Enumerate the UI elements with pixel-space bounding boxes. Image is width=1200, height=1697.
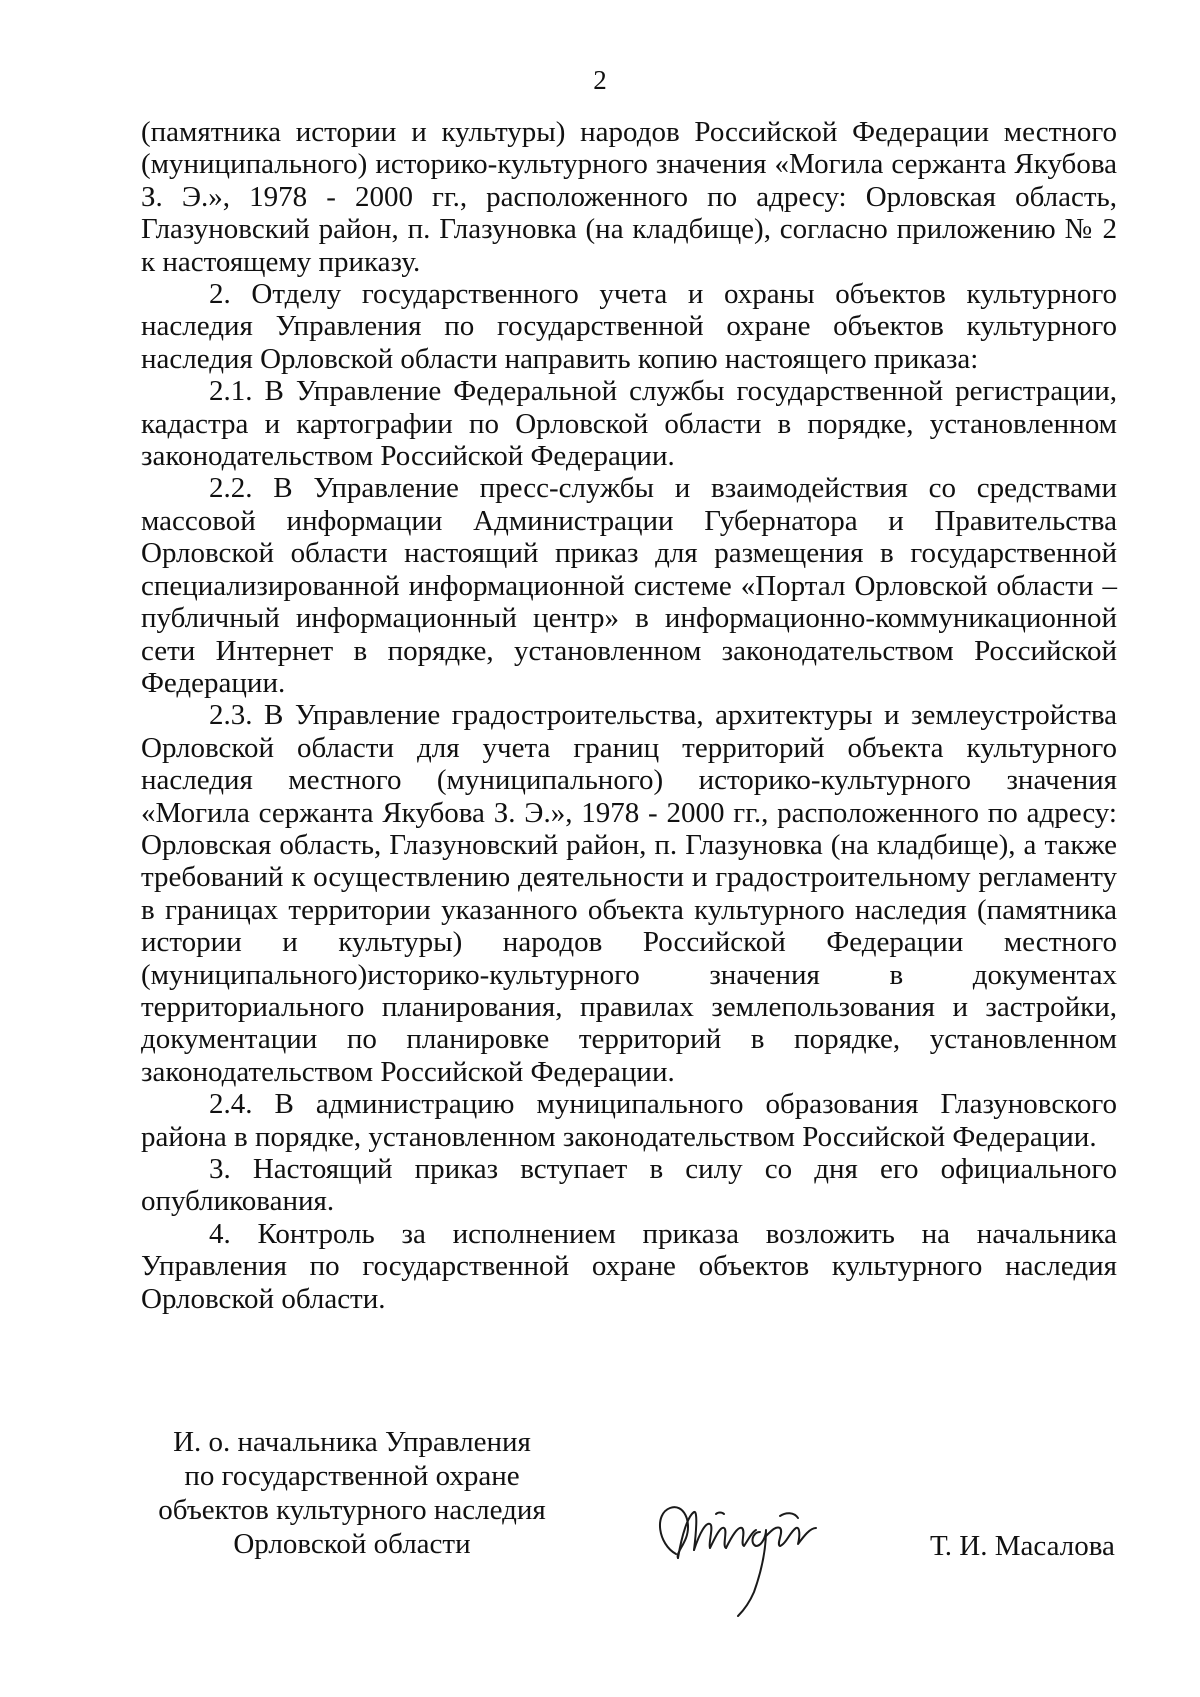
paragraph-item-2-3: 2.3. В Управление градостроительства, архитектуры и землеустройства Орловской области для учета границ территорий объекта культурного наследия местного (муниципального) историко-культурного значения «Могила сержанта Якубова З. Э.», 1978 - 2000 гг., расположенного по адресу: Орловская область, Глазуновский район, п. Глазуновка (на кладбище), а также требований к осуществлению деятельности и градостроительному регламенту в границах территории указанного объекта культурного наследия (памятника истории и культуры) народов Российской Федерации местного (муниципального)историко-культурного значения в документах территориального планирования, правилах землепользования и застройки, документации по планировке территорий в порядке, установленном законодательством Российской Федерации. [141, 699, 1117, 1088]
document-body [141, 116, 1117, 1315]
paragraph-item-4: 4. Контроль за исполнением приказа возложить на начальника Управления по государственной охране объектов культурного наследия Орловской области. [141, 1217, 1117, 1315]
signatory-name: Т. И. Масалова [930, 1530, 1115, 1562]
paragraph-continuation: (памятника истории и культуры) народов Российской Федерации местного (муниципального) историко-культурного значения «Могила сержанта Якубова З. Э.», 1978 - 2000 гг., расположенного по адресу: Орловская область, Глазуновский район, п. Глазуновка (на кладбище), согласно приложению № 2 к настоящему приказу. [141, 116, 1117, 278]
paragraph-item-2-1: 2.1. В Управление Федеральной службы государственной регистрации, кадастра и картографии по Орловской области в порядке, установленном законодательством Российской Федерации. [141, 375, 1117, 473]
signatory-position-line: объектов культурного наследия [158, 1494, 546, 1526]
paragraph-item-2: 2. Отделу государственного учета и охраны объектов культурного наследия Управления по государственной охране объектов культурного наследия Орловской области направить копию настоящего приказа: [141, 278, 1117, 375]
paragraph-item-2-2: 2.2. В Управление пресс-службы и взаимодействия со средствами массовой информации Администрации Губернатора и Правительства Орловской области настоящий приказ для размещения в государственной специализированной информационной системе «Портал Орловской области – публичный информационный центр» в информационно-коммуникационной сети Интернет в порядке, установленном законодательством Российской Федерации. [141, 472, 1117, 699]
paragraph-item-3: 3. Настоящий приказ вступает в силу со дня его официального опубликования. [141, 1153, 1117, 1218]
page-number: 2 [593, 65, 607, 95]
paragraph-item-2-4: 2.4. В администрацию муниципального образования Глазуновского района в порядке, установленном законодательством Российской Федерации. [141, 1088, 1117, 1153]
signatory-position-line: И. о. начальника Управления [173, 1426, 531, 1458]
signatory-position [142, 1425, 562, 1561]
handwritten-signature [648, 1474, 838, 1619]
signatory-position-line: Орловской области [233, 1528, 471, 1560]
signatory-position-line: по государственной охране [184, 1460, 520, 1492]
